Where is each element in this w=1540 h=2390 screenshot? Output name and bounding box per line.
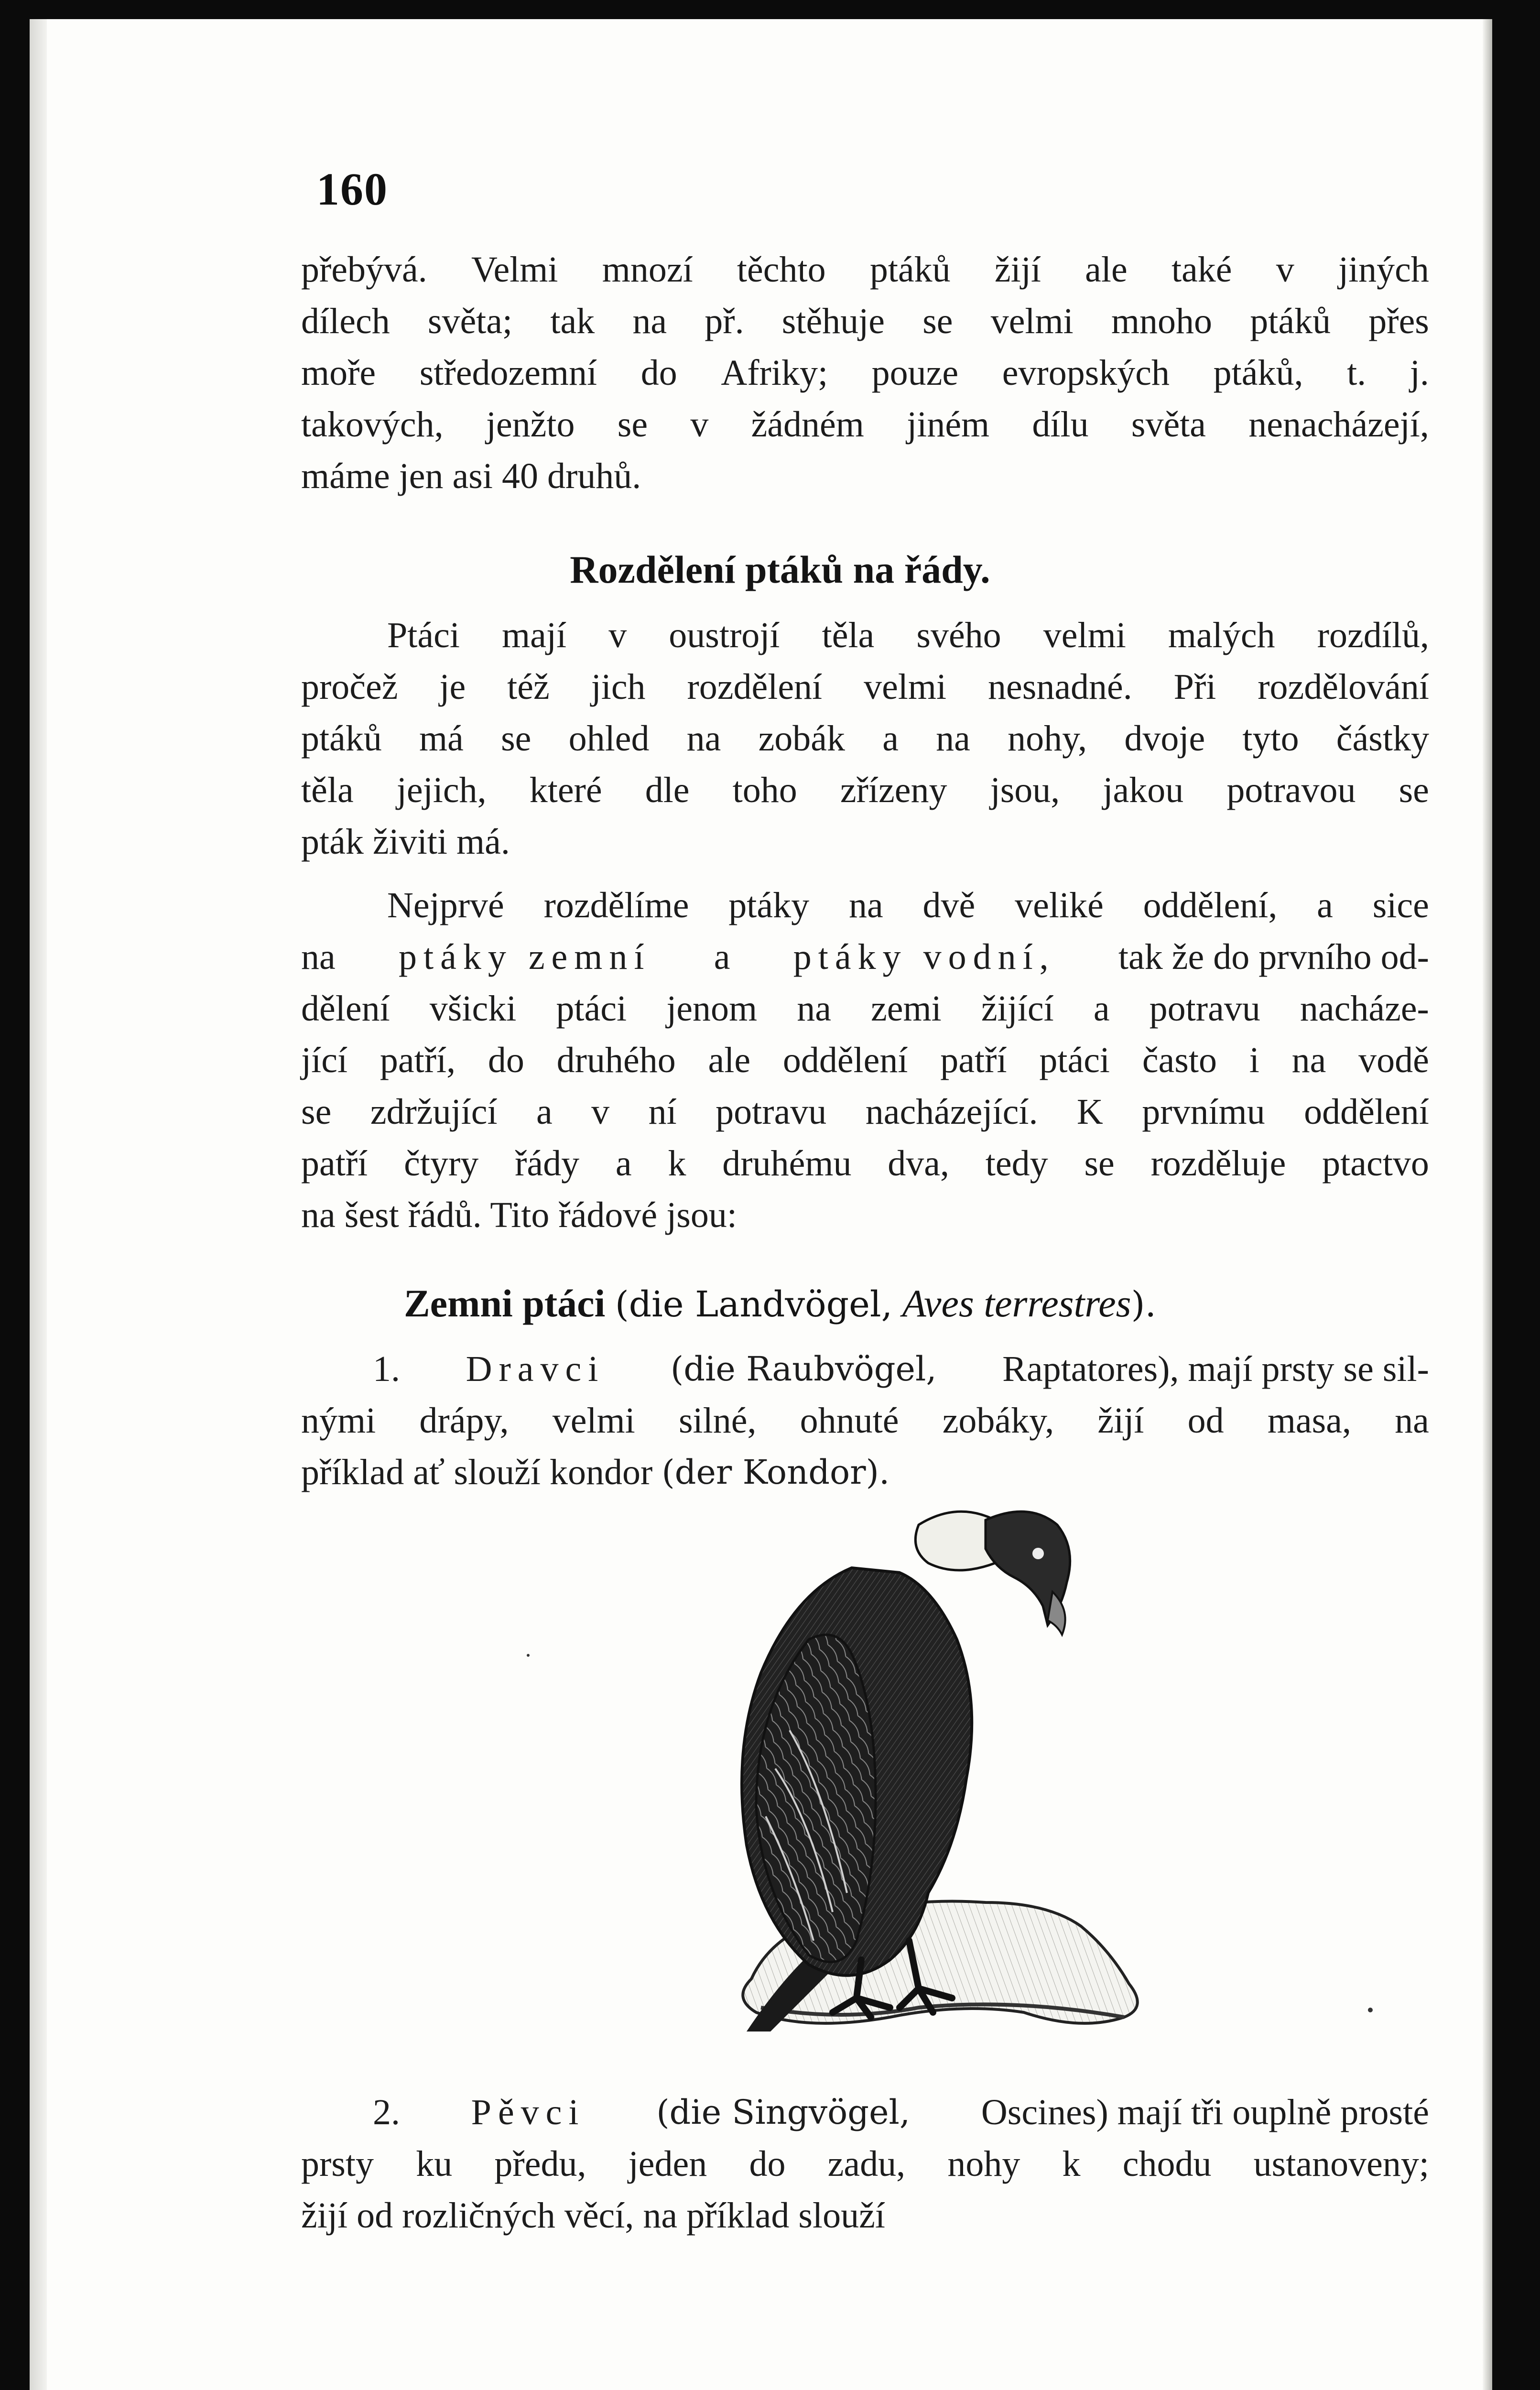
text-line: pták živiti má.: [301, 822, 510, 862]
condor-illustration: [651, 1482, 1158, 2046]
text-line: se zdržující a v ní potravu nacházející. K prvnímu oddělení: [301, 1092, 1429, 1132]
paragraph-2: [301, 609, 1429, 868]
paper-speck: [1368, 2008, 1373, 2012]
paper-speck: [527, 1654, 530, 1657]
heading-comma: ,: [881, 1284, 893, 1325]
text-line: [301, 1343, 1429, 1395]
paragraph-3: [301, 880, 1429, 1241]
text-word: a: [714, 937, 730, 977]
item-name: Pěvci: [471, 2092, 586, 2132]
item-text: Raptatores), mají prsty se sil-: [1002, 1349, 1429, 1389]
item-name: Dravci: [466, 1349, 605, 1389]
text-line: máme jen asi 40 druhů.: [301, 456, 641, 496]
text-line: dělení všicki ptáci jenom na zemi žijící a potravu nacháze-: [301, 989, 1429, 1029]
page-edge-shadow: [1483, 19, 1492, 2390]
item-german: (der Kondor).: [662, 1453, 890, 1492]
item-number: 2.: [373, 2092, 400, 2132]
text-line: moře středozemní do Afriky; pouze evropských ptáků, t. j.: [301, 353, 1429, 393]
text-line: na šest řádů. Tito řádové jsou:: [301, 1195, 737, 1235]
book-page: [30, 19, 1492, 2390]
section-heading-land-birds: [49, 1281, 1492, 1326]
order-1-raptors: [301, 1343, 1429, 1498]
paragraph-1: [301, 244, 1429, 502]
text-word: tak že do prvního od-: [1118, 937, 1429, 977]
text-line: [301, 2086, 1429, 2138]
text-line: žijí od rozličných věcí, na příklad slouží: [301, 2195, 885, 2236]
item-text: příklad ať slouží kondor: [301, 1452, 653, 1492]
section-heading-orders: Rozdělení ptáků na řády.: [570, 548, 990, 591]
page-number: 160: [316, 163, 388, 215]
text-line: Ptáci mají v oustrojí těla svého velmi malých rozdílů,: [387, 615, 1429, 655]
heading-paren-close: ).: [1131, 1284, 1156, 1325]
heading-czech: Zemni ptáci: [403, 1282, 606, 1325]
text-line: dílech světa; tak na př. stěhuje se velmi mnoho ptáků přes: [301, 301, 1429, 341]
text-word: na: [301, 937, 336, 977]
emphasis-land-birds: ptáky zemní: [398, 937, 651, 977]
heading-latin: Aves terrestres: [902, 1282, 1131, 1325]
text-line: takových, jenžto se v žádném jiném dílu světa nenacházejí,: [301, 404, 1429, 445]
text-line: Nejprvé rozdělíme ptáky na dvě veliké oddělení, a sice: [387, 885, 1429, 925]
emphasis-water-birds: ptáky vodní,: [793, 937, 1055, 977]
text-line: jící patří, do druhého ale oddělení patří ptáci často i na vodě: [301, 1040, 1429, 1080]
text-line: ptáků má se ohled na zobák a na nohy, dvoje tyto částky: [301, 718, 1429, 759]
item-number: 1.: [373, 1349, 400, 1389]
text-line: patří čtyry řády a k druhému dva, tedy se rozděluje ptactvo: [301, 1143, 1429, 1184]
item-german: (die Singvögel,: [656, 2093, 911, 2132]
heading-paren-open: (: [615, 1284, 629, 1325]
heading-german: die Landvögel: [629, 1284, 881, 1325]
item-text: Oscines) mají tři ouplně prosté: [981, 2092, 1429, 2132]
text-line: přebývá. Velmi mnozí těchto ptáků žijí ale také v jiných: [301, 250, 1429, 290]
page-gutter-shadow: [30, 19, 47, 2390]
text-line: prsty ku předu, jeden do zadu, nohy k chodu ustanoveny;: [301, 2144, 1429, 2184]
item-german: (die Raubvögel,: [670, 1349, 937, 1389]
text-line: [301, 931, 1429, 983]
order-2-songbirds: [301, 2086, 1429, 2241]
text-line: těla jejich, které dle toho zřízeny jsou, jakou potravou se: [301, 770, 1429, 810]
text-line: nými drápy, velmi silné, ohnuté zobáky, žijí od masa, na: [301, 1401, 1429, 1441]
text-line: pročež je též jich rozdělení velmi nesnadné. Při rozdělování: [301, 667, 1429, 707]
